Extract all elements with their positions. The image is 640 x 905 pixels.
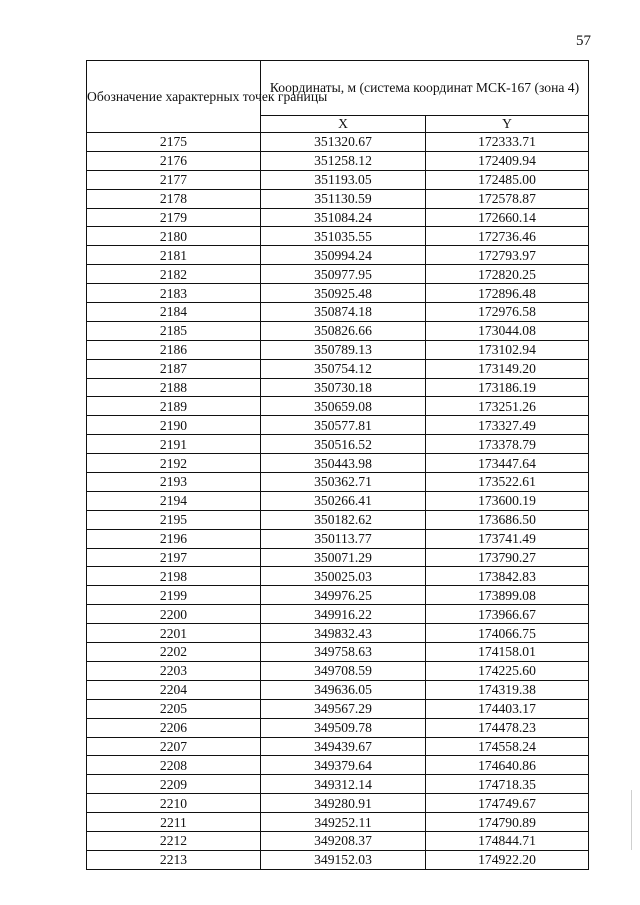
y-coordinate-cell: 174225.60: [426, 661, 589, 680]
x-coordinate-cell: 349379.64: [261, 756, 426, 775]
x-coordinate-cell: 349916.22: [261, 605, 426, 624]
table-row: [87, 473, 589, 492]
point-id-cell: 2179: [87, 208, 261, 227]
y-coordinate-cell: 174718.35: [426, 775, 589, 794]
x-coordinate-cell: 350362.71: [261, 473, 426, 492]
x-coordinate-cell: 351130.59: [261, 189, 426, 208]
table-row: [87, 340, 589, 359]
x-coordinate-cell: 349439.67: [261, 737, 426, 756]
table-row: [87, 303, 589, 322]
table-row: [87, 737, 589, 756]
x-coordinate-cell: 349509.78: [261, 718, 426, 737]
point-id-cell: 2188: [87, 378, 261, 397]
x-coordinate-cell: 350516.52: [261, 435, 426, 454]
table-row: [87, 643, 589, 662]
point-id-cell: 2198: [87, 567, 261, 586]
point-id-cell: 2183: [87, 284, 261, 303]
point-id-cell: 2212: [87, 831, 261, 850]
x-coordinate-cell: 349312.14: [261, 775, 426, 794]
point-id-cell: 2194: [87, 491, 261, 510]
table-row: [87, 624, 589, 643]
point-id-cell: 2207: [87, 737, 261, 756]
x-coordinate-cell: 350730.18: [261, 378, 426, 397]
table-body: [87, 133, 589, 870]
x-coordinate-cell: 351035.55: [261, 227, 426, 246]
x-coordinate-cell: 350266.41: [261, 491, 426, 510]
y-coordinate-cell: 172736.46: [426, 227, 589, 246]
point-id-cell: 2187: [87, 359, 261, 378]
table-row: [87, 850, 589, 869]
table-row: [87, 227, 589, 246]
table-row: [87, 548, 589, 567]
y-coordinate-cell: 173842.83: [426, 567, 589, 586]
table-row: [87, 246, 589, 265]
table-row: [87, 567, 589, 586]
table-row: [87, 378, 589, 397]
point-id-cell: 2202: [87, 643, 261, 662]
y-coordinate-cell: 174922.20: [426, 850, 589, 869]
y-coordinate-cell: 173327.49: [426, 416, 589, 435]
y-coordinate-cell: 172660.14: [426, 208, 589, 227]
x-coordinate-cell: 350577.81: [261, 416, 426, 435]
table-row: [87, 189, 589, 208]
point-id-cell: 2189: [87, 397, 261, 416]
y-coordinate-cell: 173522.61: [426, 473, 589, 492]
table-row: [87, 661, 589, 680]
y-coordinate-cell: 174844.71: [426, 831, 589, 850]
y-coordinate-cell: 172578.87: [426, 189, 589, 208]
table-row: [87, 605, 589, 624]
page-number: 57: [576, 33, 591, 49]
y-coordinate-cell: 174158.01: [426, 643, 589, 662]
point-id-cell: 2177: [87, 170, 261, 189]
scan-edge-mark: [631, 790, 632, 850]
table-row: [87, 208, 589, 227]
point-id-cell: 2204: [87, 680, 261, 699]
table-row: [87, 756, 589, 775]
x-coordinate-cell: 350826.66: [261, 321, 426, 340]
y-coordinate-cell: 173149.20: [426, 359, 589, 378]
y-coordinate-cell: 173044.08: [426, 321, 589, 340]
table-row: [87, 151, 589, 170]
point-id-cell: 2180: [87, 227, 261, 246]
y-coordinate-cell: 173686.50: [426, 510, 589, 529]
point-id-cell: 2199: [87, 586, 261, 605]
table-row: [87, 321, 589, 340]
point-id-cell: 2178: [87, 189, 261, 208]
y-coordinate-cell: 173251.26: [426, 397, 589, 416]
point-id-cell: 2210: [87, 794, 261, 813]
y-coordinate-cell: 174640.86: [426, 756, 589, 775]
y-coordinate-cell: 174319.38: [426, 680, 589, 699]
x-coordinate-cell: 350025.03: [261, 567, 426, 586]
x-header: X: [261, 115, 426, 133]
coordinates-table: [86, 60, 589, 870]
table-row: [87, 170, 589, 189]
y-coordinate-cell: 172485.00: [426, 170, 589, 189]
y-coordinate-cell: 172896.48: [426, 284, 589, 303]
table-row: [87, 265, 589, 284]
y-coordinate-cell: 174790.89: [426, 813, 589, 832]
x-coordinate-cell: 350789.13: [261, 340, 426, 359]
table-row: [87, 529, 589, 548]
x-coordinate-cell: 350874.18: [261, 303, 426, 322]
point-id-cell: 2197: [87, 548, 261, 567]
x-coordinate-cell: 350977.95: [261, 265, 426, 284]
table-row: [87, 454, 589, 473]
x-coordinate-cell: 349976.25: [261, 586, 426, 605]
point-id-cell: 2203: [87, 661, 261, 680]
table-row: [87, 397, 589, 416]
y-header: Y: [426, 115, 589, 133]
x-coordinate-cell: 350754.12: [261, 359, 426, 378]
table-row: [87, 491, 589, 510]
table-row: [87, 680, 589, 699]
point-id-cell: 2201: [87, 624, 261, 643]
point-id-cell: 2186: [87, 340, 261, 359]
y-coordinate-cell: 173966.67: [426, 605, 589, 624]
point-id-cell: 2192: [87, 454, 261, 473]
x-coordinate-cell: 350925.48: [261, 284, 426, 303]
y-coordinate-cell: 174749.67: [426, 794, 589, 813]
y-coordinate-cell: 173447.64: [426, 454, 589, 473]
designation-header: Обозначение характерных точек границы: [87, 61, 261, 133]
point-id-cell: 2213: [87, 850, 261, 869]
x-coordinate-cell: 349636.05: [261, 680, 426, 699]
y-coordinate-cell: 174403.17: [426, 699, 589, 718]
x-coordinate-cell: 349708.59: [261, 661, 426, 680]
x-coordinate-cell: 351258.12: [261, 151, 426, 170]
y-coordinate-cell: 173741.49: [426, 529, 589, 548]
x-coordinate-cell: 350071.29: [261, 548, 426, 567]
point-id-cell: 2206: [87, 718, 261, 737]
y-coordinate-cell: 173378.79: [426, 435, 589, 454]
x-coordinate-cell: 349758.63: [261, 643, 426, 662]
table-row: [87, 831, 589, 850]
table-row: [87, 718, 589, 737]
y-coordinate-cell: 172409.94: [426, 151, 589, 170]
point-id-cell: 2181: [87, 246, 261, 265]
point-id-cell: 2195: [87, 510, 261, 529]
point-id-cell: 2205: [87, 699, 261, 718]
point-id-cell: 2209: [87, 775, 261, 794]
table-header: [87, 61, 589, 133]
point-id-cell: 2182: [87, 265, 261, 284]
table-row: [87, 775, 589, 794]
point-id-cell: 2176: [87, 151, 261, 170]
table-row: [87, 359, 589, 378]
y-coordinate-cell: 173899.08: [426, 586, 589, 605]
point-id-cell: 2193: [87, 473, 261, 492]
x-coordinate-cell: 350443.98: [261, 454, 426, 473]
x-coordinate-cell: 351084.24: [261, 208, 426, 227]
y-coordinate-cell: 172820.25: [426, 265, 589, 284]
y-coordinate-cell: 172793.97: [426, 246, 589, 265]
y-coordinate-cell: 172333.71: [426, 133, 589, 152]
y-coordinate-cell: 173186.19: [426, 378, 589, 397]
table-row: [87, 699, 589, 718]
table-row: [87, 510, 589, 529]
y-coordinate-cell: 174478.23: [426, 718, 589, 737]
x-coordinate-cell: 351320.67: [261, 133, 426, 152]
point-id-cell: 2185: [87, 321, 261, 340]
x-coordinate-cell: 350182.62: [261, 510, 426, 529]
x-coordinate-cell: 349280.91: [261, 794, 426, 813]
point-id-cell: 2196: [87, 529, 261, 548]
x-coordinate-cell: 350994.24: [261, 246, 426, 265]
x-coordinate-cell: 350113.77: [261, 529, 426, 548]
x-coordinate-cell: 349208.37: [261, 831, 426, 850]
y-coordinate-cell: 174066.75: [426, 624, 589, 643]
y-coordinate-cell: 172976.58: [426, 303, 589, 322]
point-id-cell: 2190: [87, 416, 261, 435]
x-coordinate-cell: 349567.29: [261, 699, 426, 718]
x-coordinate-cell: 349832.43: [261, 624, 426, 643]
y-coordinate-cell: 173790.27: [426, 548, 589, 567]
point-id-cell: 2175: [87, 133, 261, 152]
point-id-cell: 2208: [87, 756, 261, 775]
coordinates-header: Координаты, м (система координат МСК-167 (зона 4): [261, 61, 589, 116]
x-coordinate-cell: 351193.05: [261, 170, 426, 189]
y-coordinate-cell: 174558.24: [426, 737, 589, 756]
table-row: [87, 284, 589, 303]
x-coordinate-cell: 349252.11: [261, 813, 426, 832]
point-id-cell: 2200: [87, 605, 261, 624]
point-id-cell: 2211: [87, 813, 261, 832]
table-row: [87, 586, 589, 605]
table-row: [87, 435, 589, 454]
y-coordinate-cell: 173102.94: [426, 340, 589, 359]
table-row: [87, 133, 589, 152]
y-coordinate-cell: 173600.19: [426, 491, 589, 510]
table-row: [87, 416, 589, 435]
point-id-cell: 2184: [87, 303, 261, 322]
x-coordinate-cell: 350659.08: [261, 397, 426, 416]
point-id-cell: 2191: [87, 435, 261, 454]
table-row: [87, 813, 589, 832]
x-coordinate-cell: 349152.03: [261, 850, 426, 869]
table-row: [87, 794, 589, 813]
